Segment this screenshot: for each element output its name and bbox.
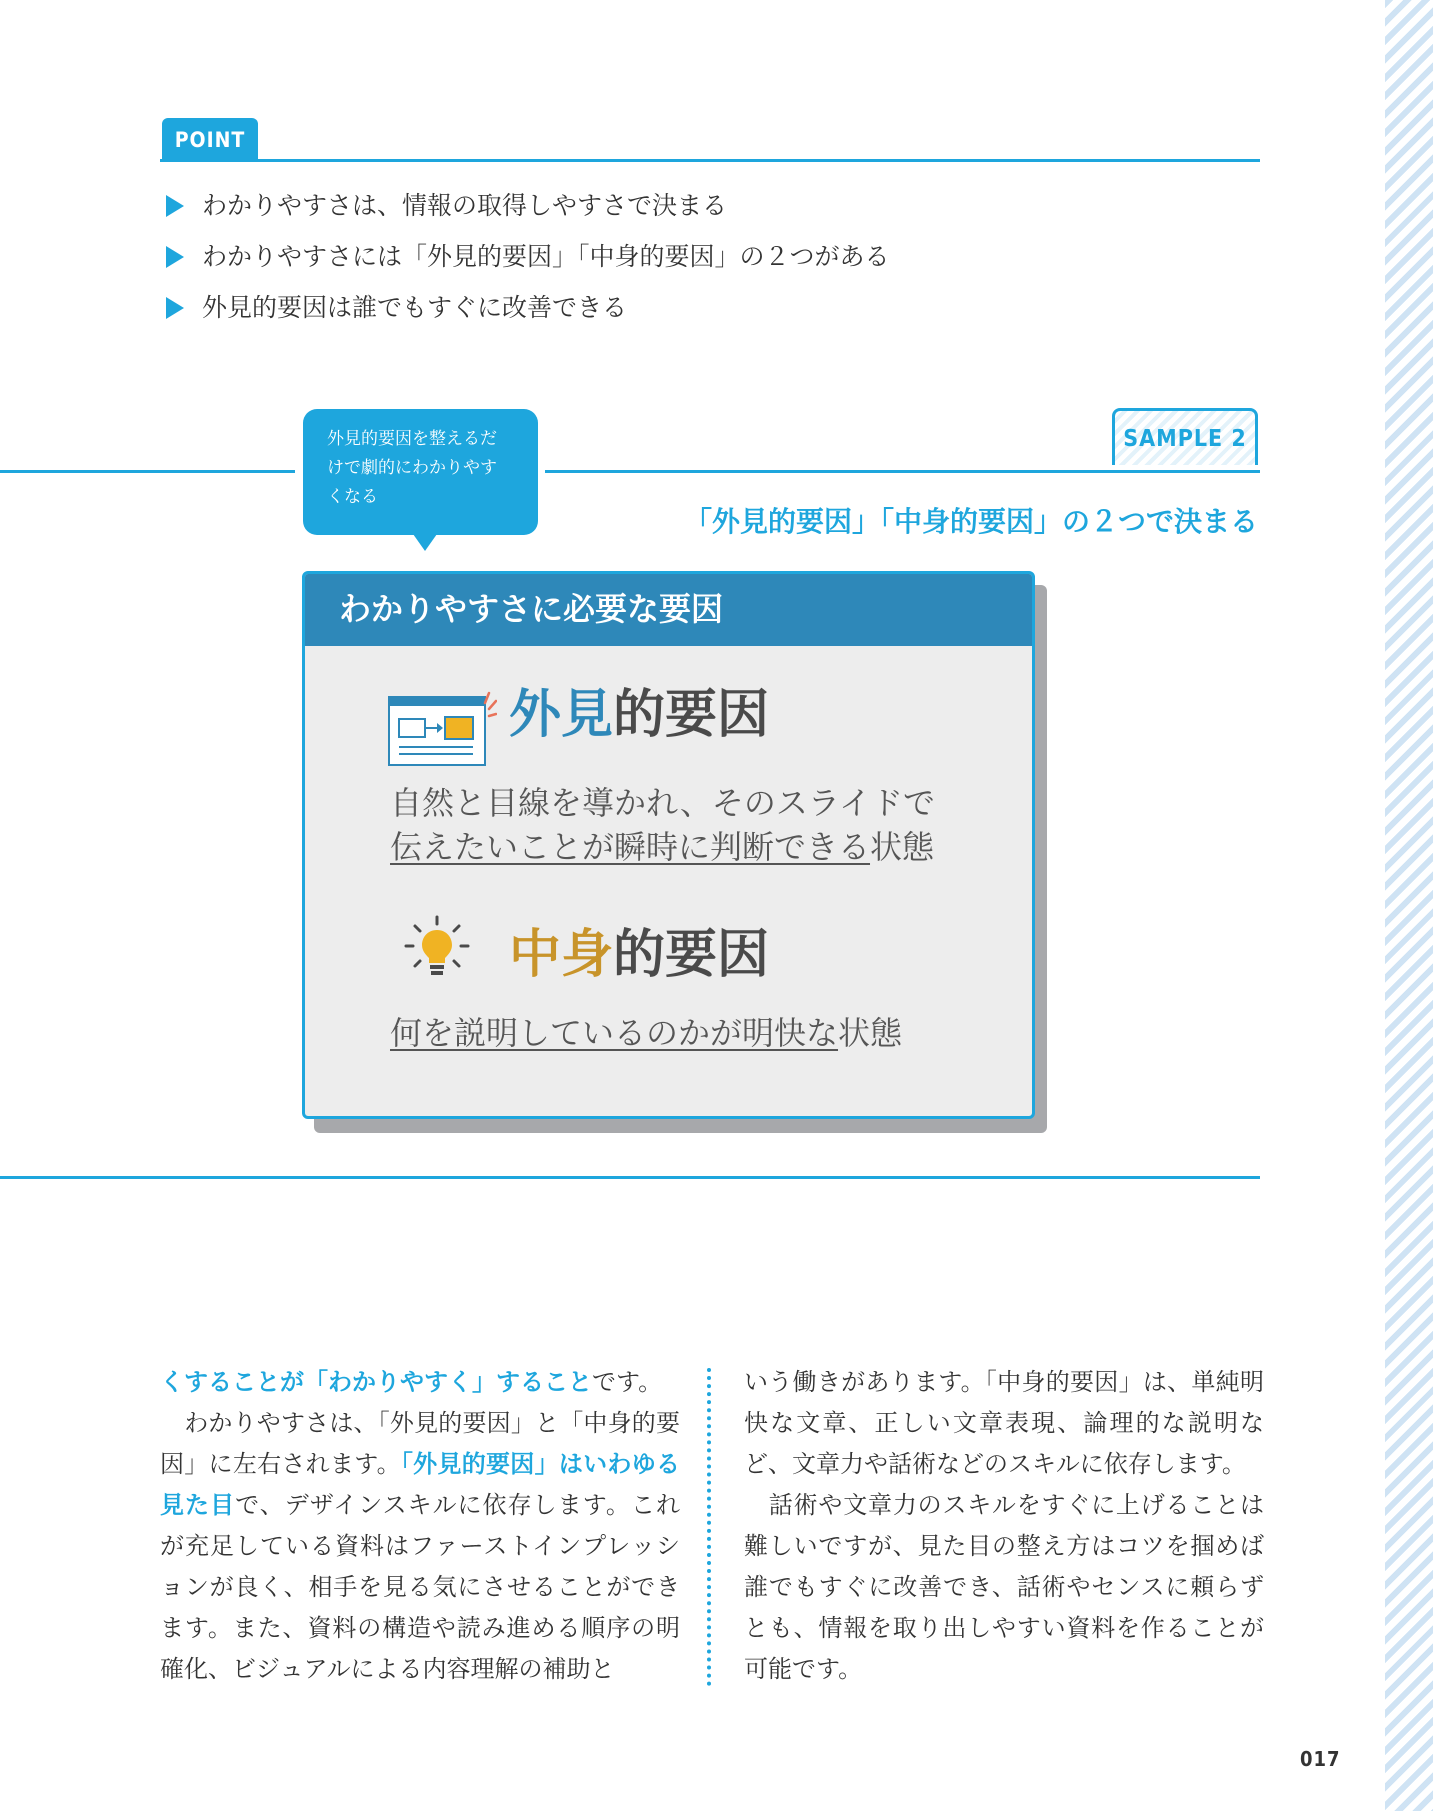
body-emphasis: くすることが「わかりやすく」すること — [160, 1368, 592, 1396]
factor-desc-appearance — [390, 781, 935, 869]
factor-title-rest: 的要因 — [613, 685, 770, 745]
factor-desc-rest: 状態 — [870, 828, 935, 866]
triangle-bullet-icon — [166, 297, 184, 319]
page-number: 017 — [1300, 1747, 1341, 1771]
triangle-bullet-icon — [166, 246, 184, 268]
factor-desc-line: 自然と目線を導かれ、そのスライドで — [390, 784, 935, 822]
factor-desc-line — [390, 825, 935, 869]
column-divider — [707, 1368, 711, 1686]
callout-line: くなる — [327, 487, 378, 507]
body-paragraph — [160, 1403, 680, 1690]
body-text: です。 — [592, 1368, 663, 1396]
factor-title-highlight: 中身 — [509, 925, 614, 985]
point-item-text: わかりやすさは、情報の取得しやすさで決まる — [202, 191, 728, 220]
point-item-text: 外見的要因は誰でもすぐに改善できる — [202, 293, 628, 322]
factor-desc-underlined: 何を説明しているのかが明快な — [390, 1014, 839, 1052]
point-item — [162, 180, 890, 231]
sample-badge: SAMPLE 2 — [1112, 408, 1258, 465]
point-divider — [160, 159, 1260, 162]
factor-title-highlight: 外見 — [509, 685, 614, 745]
point-list — [162, 180, 890, 333]
point-label: POINT — [162, 118, 258, 160]
factor-desc-underlined: 伝えたいことが瞬時に判断できる — [390, 828, 871, 866]
card-header: わかりやすさに必要な要因 — [305, 574, 1032, 646]
body-column-left — [160, 1362, 680, 1690]
body-paragraph — [160, 1362, 680, 1403]
window-arrow-icon — [385, 689, 497, 769]
lightbulb-icon — [403, 914, 471, 982]
body-paragraph: 話術や文章力のスキルをすぐに上げることは難しいですが、見た目の整え方はコツを掴めば誰でもすぐに改善でき、話術やセンスに頼らずとも、情報を取り出しやすい資料を作ることが可能です。 — [744, 1491, 1264, 1683]
sample-title: 「外見的要因」「中身的要因」の２つで決まる — [683, 505, 1258, 538]
body-text: で、デザインスキルに依存します。これが充足している資料はファーストインプレッションが良く、相手を見る気にさせることができます。また、資料の構造や読み進める順序の明確化、ビジュアルによる内容理解の補助と — [160, 1491, 680, 1683]
callout-line: 外見的要因を整えるだ — [327, 429, 497, 449]
body-paragraph: いう働きがあります。「中身的要因」は、単純明快な文章、正しい文章表現、論理的な説明など、文章力や話術などのスキルに依存します。 — [744, 1368, 1264, 1478]
factors-card — [302, 571, 1035, 1119]
section-divider — [0, 1176, 1260, 1179]
factor-title-content — [509, 925, 769, 985]
body-column-right — [744, 1362, 1264, 1690]
sample-divider-right — [545, 470, 1260, 473]
triangle-bullet-icon — [166, 195, 184, 217]
factor-desc-rest: 状態 — [838, 1014, 903, 1052]
point-item-text: わかりやすさには「外見的要因」「中身的要因」の２つがある — [202, 242, 890, 271]
point-item — [162, 282, 890, 333]
callout-bubble — [303, 409, 538, 535]
body-emphasis: 「外見的要因」はいわゆる見た目 — [160, 1450, 680, 1519]
side-stripe-decoration — [1385, 0, 1433, 1811]
body-text: わかりやすさは、「外見的要因」と「中身的要因」に左右されます。 — [160, 1409, 680, 1478]
factor-title-rest: 的要因 — [613, 925, 770, 985]
factor-desc-line — [390, 1011, 902, 1055]
callout-line: けで劇的にわかりやす — [327, 458, 497, 478]
sample-divider-left — [0, 470, 295, 473]
point-item — [162, 231, 890, 282]
factor-desc-content — [390, 1011, 902, 1055]
factor-title-appearance — [509, 685, 769, 745]
